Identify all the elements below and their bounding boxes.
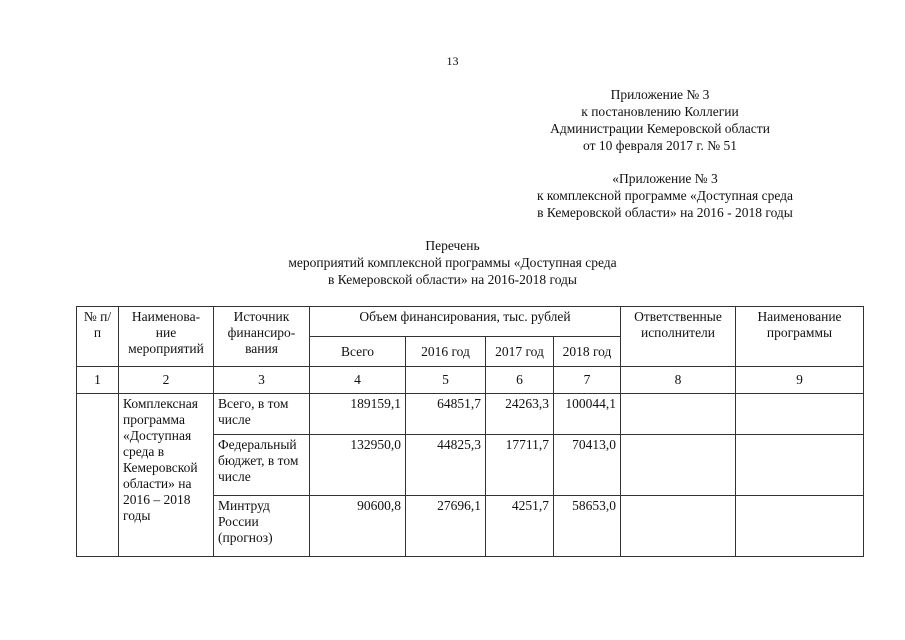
- table-row: [77, 394, 864, 435]
- source-cell: Федеральный бюджет, в том числе: [214, 435, 310, 496]
- column-number: 2: [119, 367, 214, 394]
- source-cell: Минтруд России (прогноз): [214, 496, 310, 557]
- quoted-annex-line-2: к комплексной программе «Доступная среда: [537, 188, 793, 203]
- header-num: № п/п: [77, 307, 119, 367]
- header-source: Источник финансиро-вания: [214, 307, 310, 367]
- responsible-cell: [621, 496, 736, 557]
- header-2018: 2018 год: [554, 337, 621, 367]
- title-line-1: Перечень: [425, 238, 480, 253]
- header-volume: Объем финансирования, тыс. рублей: [310, 307, 621, 337]
- column-number: 4: [310, 367, 406, 394]
- header-total: Всего: [310, 337, 406, 367]
- program-cell: [736, 496, 864, 557]
- document-title: [0, 237, 905, 288]
- y2017-cell: 24263,3: [486, 394, 554, 435]
- column-number: 8: [621, 367, 736, 394]
- y2016-cell: 44825,3: [406, 435, 486, 496]
- quoted-annex-line-3: в Кемеровской области» на 2016 - 2018 годы: [537, 205, 793, 220]
- y2017-cell: 4251,7: [486, 496, 554, 557]
- program-cell: [736, 435, 864, 496]
- total-cell: 132950,0: [310, 435, 406, 496]
- column-number: 1: [77, 367, 119, 394]
- column-number: 7: [554, 367, 621, 394]
- header-program: Наименование программы: [736, 307, 864, 367]
- y2016-cell: 27696,1: [406, 496, 486, 557]
- annex-line-1: Приложение № 3: [610, 87, 710, 102]
- header-2016: 2016 год: [406, 337, 486, 367]
- total-cell: 90600,8: [310, 496, 406, 557]
- total-cell: 189159,1: [310, 394, 406, 435]
- quoted-annex-line-1: «Приложение № 3: [612, 171, 718, 186]
- header-2017: 2017 год: [486, 337, 554, 367]
- source-cell: Всего, в том числе: [214, 394, 310, 435]
- page-number: 13: [446, 54, 459, 68]
- y2016-cell: 64851,7: [406, 394, 486, 435]
- annex-line-3: Администрации Кемеровской области: [550, 121, 770, 136]
- header-responsible: Ответственные исполнители: [621, 307, 736, 367]
- header-name: Наименова-ние мероприятий: [119, 307, 214, 367]
- y2017-cell: 17711,7: [486, 435, 554, 496]
- quoted-annex-block: [480, 170, 850, 221]
- title-line-2: мероприятий комплексной программы «Доступная среда: [288, 255, 617, 270]
- responsible-cell: [621, 435, 736, 496]
- program-cell: [736, 394, 864, 435]
- column-number: 9: [736, 367, 864, 394]
- annex-line-2: к постановлению Коллегии: [581, 104, 739, 119]
- y2018-cell: 100044,1: [554, 394, 621, 435]
- column-number: 5: [406, 367, 486, 394]
- column-number: 3: [214, 367, 310, 394]
- responsible-cell: [621, 394, 736, 435]
- title-line-3: в Кемеровской области» на 2016-2018 годы: [328, 272, 577, 287]
- measures-table: [76, 306, 864, 557]
- annex-line-4: от 10 февраля 2017 г. № 51: [583, 138, 737, 153]
- y2018-cell: 70413,0: [554, 435, 621, 496]
- annex-block: [500, 86, 820, 154]
- row-num-cell: [77, 394, 119, 557]
- y2018-cell: 58653,0: [554, 496, 621, 557]
- column-number: 6: [486, 367, 554, 394]
- program-name-cell: Комплексная программа «Доступная среда в Кемеровской области» на 2016 – 2018 годы: [119, 394, 214, 557]
